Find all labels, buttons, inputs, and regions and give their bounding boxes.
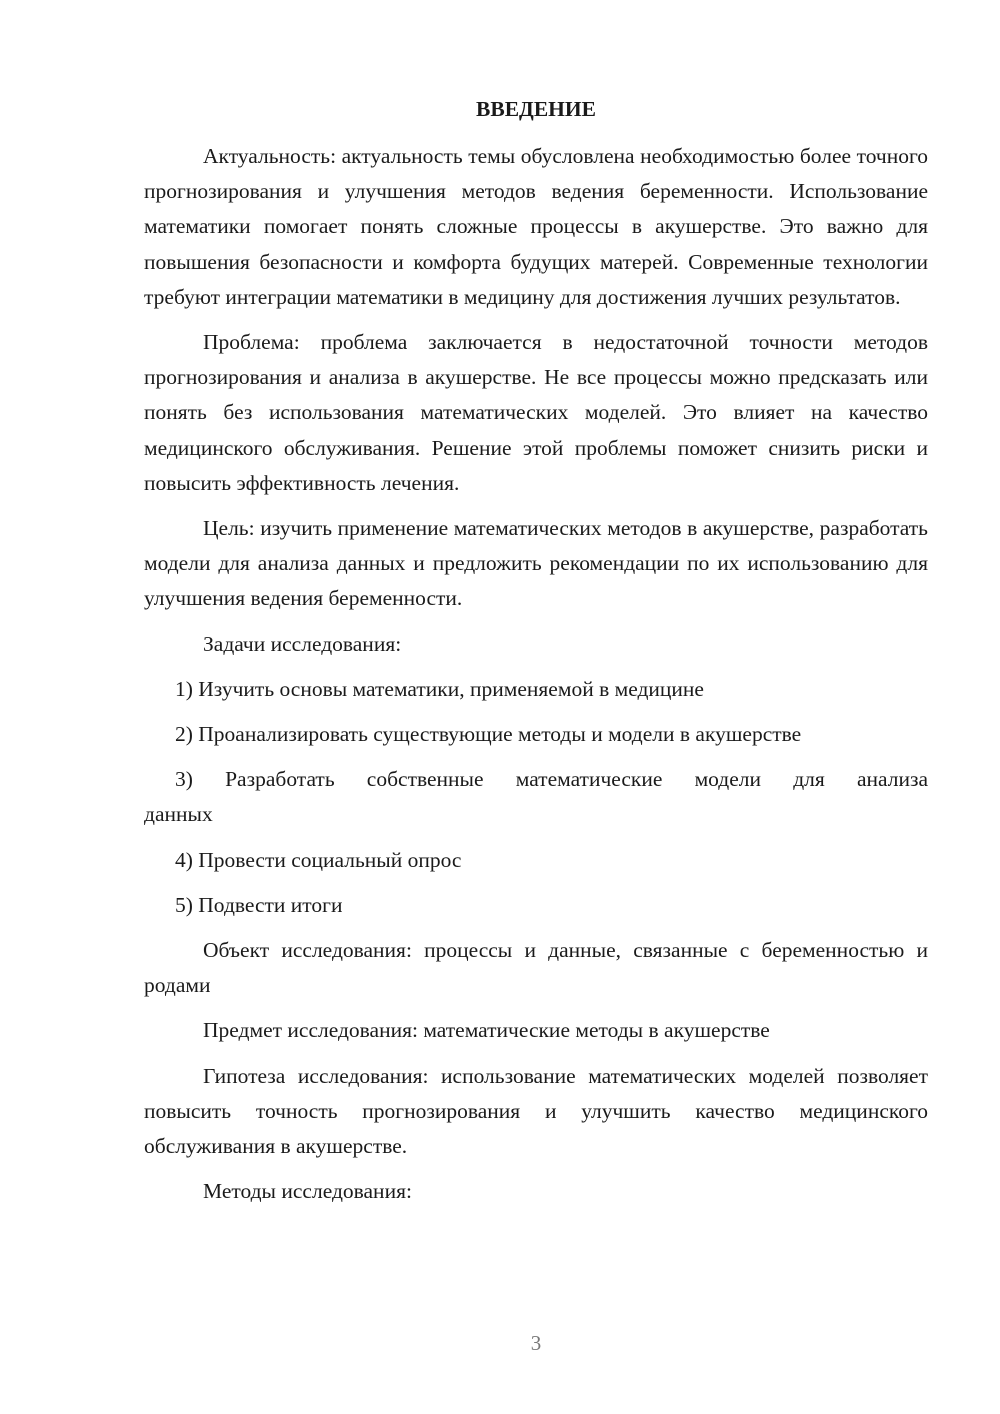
hypothesis-paragraph: Гипотеза исследования: использование математических моделей позволяет повысить точность прогнозирования и улучшить качество медицинского обслуживания в акушерстве. xyxy=(144,1063,928,1159)
document-body xyxy=(144,92,928,1219)
task-item: 1) Изучить основы математики, применяемой в медицине xyxy=(175,676,704,701)
methods-heading: Методы исследования: xyxy=(203,1179,412,1204)
task-item: 2) Проанализировать существующие методы и модели в акушерстве xyxy=(175,722,802,747)
problem-paragraph: Проблема: проблема заключается в недостаточной точности методов прогнозирования и анализа в акушерстве. Не все процессы можно предсказать или понять без использования математических моделей. Это влияет на качество медицинского обслуживания. Решение этой проблемы поможет снизить риски и повысить эффективность лечения. xyxy=(144,330,928,495)
tasks-heading: Задачи исследования: xyxy=(203,631,402,656)
goal-paragraph: Цель: изучить применение математических методов в акушерстве, разработать модели для анализа данных и предложить рекомендации по их использованию для улучшения ведения беременности. xyxy=(144,516,928,611)
task-item: 4) Провести социальный опрос xyxy=(175,847,462,872)
subject-paragraph: Предмет исследования: математические методы в акушерстве xyxy=(203,1018,770,1043)
task-item: 3) Разработать собственные математические модели для анализа данных xyxy=(144,767,928,827)
page-number: 3 xyxy=(530,1331,542,1355)
object-paragraph: Объект исследования: процессы и данные, связанные с беременностью и родами xyxy=(144,938,928,998)
relevance-paragraph: Актуальность: актуальность темы обусловлена необходимостью более точного прогнозирования и улучшения методов ведения беременности. Использование математики помогает понять сложные процессы в акушерстве. Это важно для повышения безопасности и комфорта будущих матерей. Современные технологии требуют интеграции математики в медицину для достижения лучших результатов. xyxy=(144,144,928,309)
section-title: ВВЕДЕНИЕ xyxy=(476,97,596,121)
task-item: 5) Подвести итоги xyxy=(175,892,343,917)
